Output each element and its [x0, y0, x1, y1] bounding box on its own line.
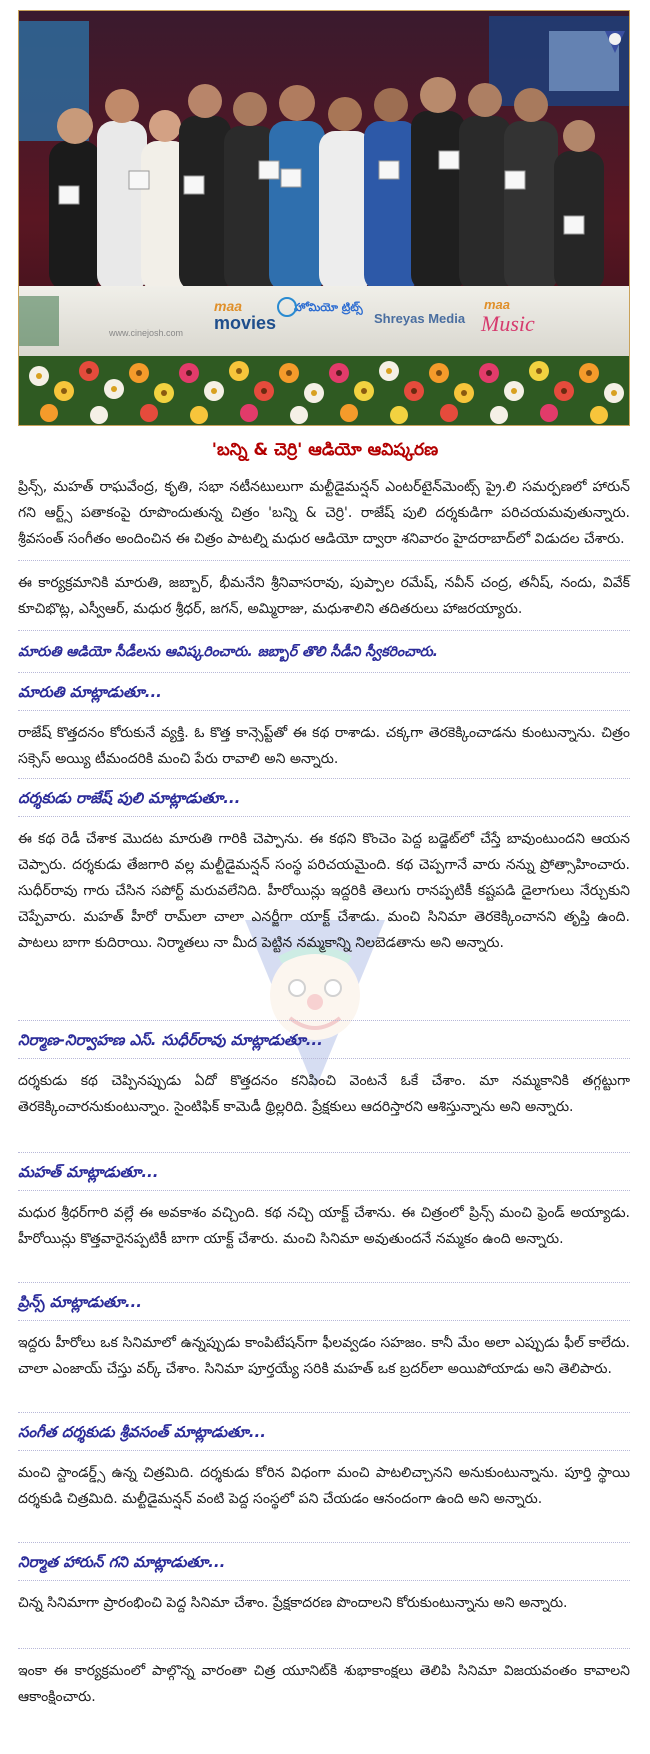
- svg-text:maa: maa: [214, 298, 243, 314]
- divider: [18, 1058, 630, 1059]
- divider: [18, 1282, 630, 1283]
- closing-paragraph: ఇంకా ఈ కార్యక్రమంలో పాల్గొన్న వారంతా చిత్ర యూనిట్‌కి శుభాకాంక్షలు తెలిపి సినిమా విజయవంతం కావాలని ఆకాంక్షించారు.: [18, 1663, 630, 1705]
- subhead-sudhir-rao: నిర్మాణ-నిర్వాహణ ఎస్. సుధీర్‌రావు మాట్లాడుతూ...: [18, 1031, 323, 1049]
- event-photo-illustration: [19, 11, 630, 426]
- intro-paragraph: ప్రిన్స్, మహత్ రాఘవేంద్ర, కృతి, సభా నటీనటులుగా మల్టీడైమన్షన్ ఎంటర్‌టైన్‌మెంట్స్ ప్రై.లి సమర్పణలో హారున్ గని ఆర్ట్స్ పతాకంపై రూపొందుతున్న చిత్రం 'బన్ని & చెర్రి'. రాజేష్ పులి దర్శకుడిగా పరిచయమవుతున్నారు. శ్రీవసంత్ సంగీతం అందించిన ఈ చిత్రం పాటల్ని మధుర ఆడియో ద్వారా శనివారం హైదరాబాద్‌లో విడుదల చేశారు.: [18, 479, 630, 547]
- divider: [18, 1190, 630, 1191]
- lead-line: మారుతి ఆడియో సీడీలను ఆవిష్కరించారు. జబ్బార్ తొలి సీడీని స్వీకరించారు.: [18, 644, 438, 660]
- divider: [18, 1648, 630, 1649]
- article-headline: 'బన్ని & చెర్రి' ఆడియో ఆవిష్కరణ: [211, 440, 439, 460]
- event-photo: [18, 10, 630, 426]
- subhead-director: దర్శకుడు రాజేష్ పులి మాట్లాడుతూ...: [18, 789, 241, 807]
- subhead-maruthi: మారుతి మాట్లాడుతూ...: [18, 683, 162, 701]
- divider: [18, 1450, 630, 1451]
- divider: [18, 778, 630, 779]
- divider: [18, 816, 630, 817]
- svg-text:maa: maa: [484, 297, 511, 312]
- producer-quote: చిన్న సినిమాగా ప్రారంభించి పెద్ద సినిమా చేశాం. ప్రేక్షకాదరణ పొందాలని కోరుకుంటున్నాను అని అన్నారు.: [18, 1595, 568, 1611]
- divider: [18, 1020, 630, 1021]
- svg-text:హోమియో ట్రిట్స్: హోమియో ట్రిట్స్: [294, 301, 363, 314]
- maruthi-quote: రాజేష్ కొత్తదనం కోరుకునే వ్యక్తి. ఓ కొత్త కాన్సెప్ట్‌తో ఈ కథ రాశాడు. చక్కగా తెరకెక్కించాడను కుంటున్నాను. చిత్రం సక్సెస్ అయ్యి టీమందరికి మంచి పేరు రావాలి అని అన్నారు.: [18, 725, 630, 767]
- logo-maa-movies: movies: [214, 313, 277, 333]
- subhead-producer: నిర్మాత హారున్ గని మాట్లాడుతూ...: [18, 1553, 226, 1571]
- prince-quote: ఇద్దరు హీరోలు ఒక సినిమాలో ఉన్నప్పుడు కాంపిటేషన్‌గా ఫీలవ్వడం సహజం. కానీ మేం అలా ఎప్పుడు ఫీల్ కాలేదు. చాలా ఎంజాయ్ చేస్తు వర్క్ చేశాం. సినిమా పూర్తయ్యే సరికి మహత్ ఒక బ్రదర్‌లా అయిపోయాడు అని తెలిపారు.: [18, 1335, 630, 1377]
- flower-bed: [19, 356, 630, 426]
- logo-shreyas-media: Shreyas Media: [374, 311, 466, 326]
- divider: [18, 1580, 630, 1581]
- director-quote: ఈ కథ రెడీ చేశాక మొదట మారుతి గారికి చెప్పాను. ఈ కథని కొంచెం పెద్ద బడ్జెట్‌లో చేస్తే బావుంటుందని ఆయన చెప్పారు. దర్శకుడు తేజగారి వల్ల మల్టీడైమన్షన్ సంస్థ పరిచయమైంది. కథ చెప్పగానే వారు నన్ను ప్రోత్సాహించారు. సుధీర్‌రావు గారు చేసిన సపోర్ట్ మరువలేనిది. హీరోయిన్లు ఇద్దరికి తెలుగు రానప్పటికీ కష్టపడి డైలాగులు నేర్చుకుని చెప్పేవారు. మహత్ హీరో రామ్‌లా చాలా ఎనర్జీగా యాక్ట్ చేశాడు. మంచి సినిమా తెరకెక్కించానని తృప్తి ఉంది. పాటలు బాగా కుదిరాయి. నిర్మాతలు నా మీద పెట్టిన నమ్మకాన్ని నిలబెడతాను అని అన్నారు.: [18, 831, 630, 951]
- logo-maa-music: Music: [481, 311, 535, 336]
- subhead-mahat: మహత్ మాట్లాడుతూ...: [18, 1163, 159, 1181]
- attendees-paragraph: ఈ కార్యక్రమానికి మారుతి, జబ్బార్, భీమనేని శ్రీనివాసరావు, పుప్పాల రమేష్, నవీన్ చంద్ర, తనీష్, నందు, వివేక్ కూచిభొట్ల, ఎస్వీఆర్, మధుర శ్రీధర్, జగన్, అమ్మిరాజు, మధుశాలిని తదితరులు హాజరయ్యారు.: [18, 575, 630, 617]
- divider: [18, 630, 630, 631]
- divider: [18, 1152, 630, 1153]
- divider: [18, 1542, 630, 1543]
- music-director-quote: మంచి స్టాండర్డ్స్ ఉన్న చిత్రమిది. దర్శకుడు కోరిన విధంగా మంచి పాటలిచ్చానని అనుకుంటున్నాను. పూర్తి స్థాయి దర్శకుడి చిత్రమిది. మల్టీడైమన్షన్ వంటి పెద్ద సంస్థలో పని చేయడం ఆనందంగా ఉంది అని అన్నారు.: [18, 1465, 630, 1507]
- subhead-music-director: సంగీత దర్శకుడు శ్రీవసంత్ మాట్లాడుతూ...: [18, 1423, 266, 1441]
- mahat-quote: మధుర శ్రీధర్‌గారి వల్లే ఈ అవకాశం వచ్చింది. కథ నచ్చి యాక్ట్ చేశాను. ఈ చిత్రంలో ప్రిన్స్ మంచి ఫ్రెండ్ అయ్యాడు. హీరోయిన్లు కొత్తవారైనప్పటికీ బాగా యాక్ట్ చేశారు. మంచి సినిమా అవుతుందనే నమ్మకం ఉంది అన్నారు.: [18, 1205, 630, 1247]
- divider: [18, 1412, 630, 1413]
- divider: [18, 1320, 630, 1321]
- divider: [18, 710, 630, 711]
- divider: [18, 560, 630, 561]
- subhead-prince: ప్రిన్స్ మాట్లాడుతూ...: [18, 1293, 142, 1311]
- divider: [18, 672, 630, 673]
- site-tag: www.cinejosh.com: [109, 328, 184, 338]
- sudhir-rao-quote: దర్శకుడు కథ చెప్పినప్పుడు ఏదో కొత్తదనం కనిపించి వెంటనే ఓకే చేశాం. మా నమ్మకానికి తగ్గట్టుగా తెరకెక్కించారనుకుంటున్నాం. సైంటిఫిక్ కామెడీ థ్రిల్లరిది. ప్రేక్షకులు ఆదరిస్తారని ఆశిస్తున్నాను అని అన్నారు.: [18, 1073, 631, 1115]
